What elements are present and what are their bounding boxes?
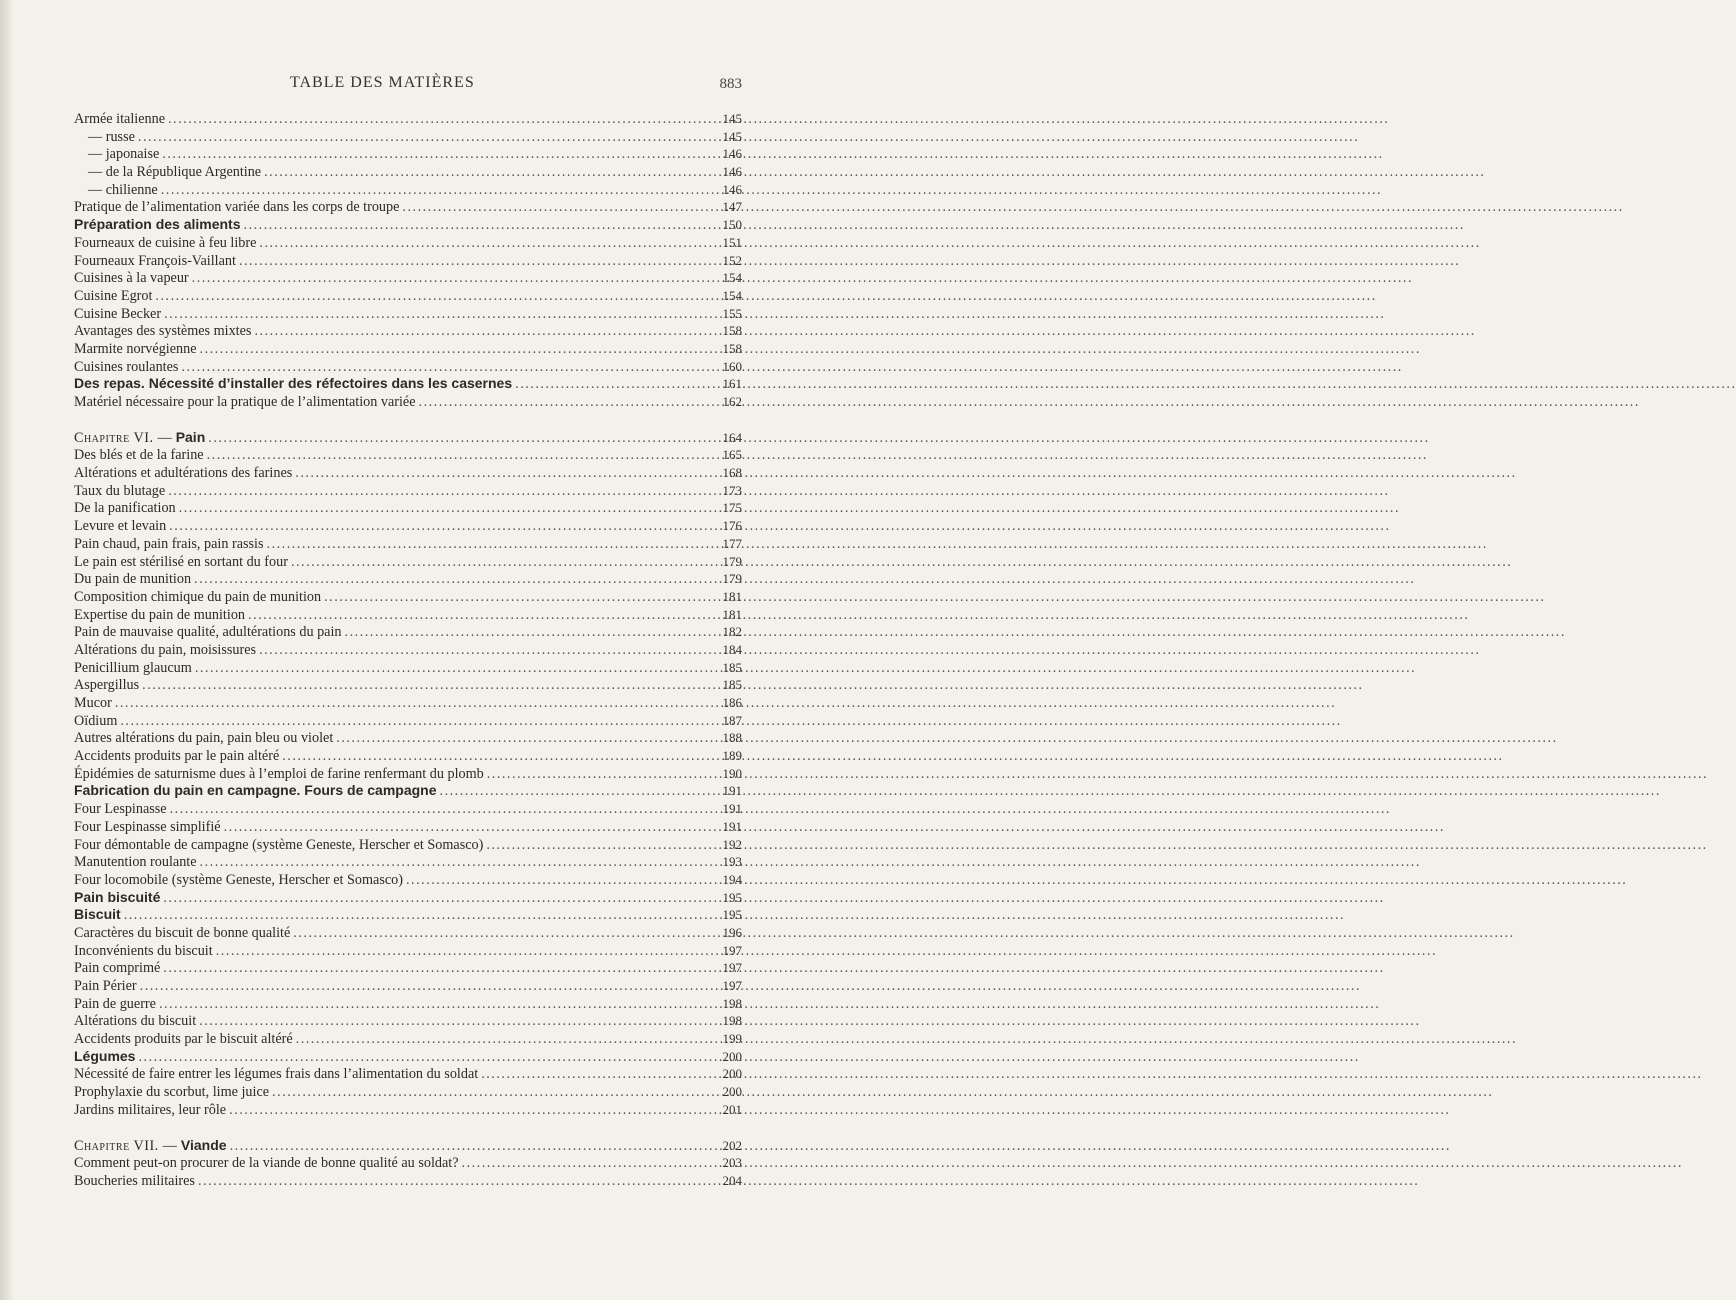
toc-entry-page: 176 (722, 518, 742, 534)
toc-entry (74, 322, 742, 340)
running-title: TABLE DES MATIÈRES (290, 74, 475, 91)
dot-leader (155, 288, 711, 306)
dot-leader (481, 1066, 711, 1084)
toc-entry-title (74, 1137, 227, 1156)
chapter-dash: — (162, 1137, 177, 1154)
toc-entry-page: 203 (722, 1155, 742, 1171)
toc-entry (74, 924, 742, 942)
toc-entry (74, 517, 742, 535)
toc-entry (74, 659, 742, 677)
toc-entry-page: 150 (722, 217, 742, 233)
dot-leader (200, 854, 711, 872)
toc-entry-title: Expertise du pain de munition (74, 606, 246, 623)
chapter-dash: — (157, 429, 172, 446)
toc-entry (74, 1065, 742, 1083)
toc-entry (74, 836, 742, 854)
toc-entry-title: Préparation des aliments (74, 216, 241, 233)
dot-leader (486, 837, 711, 855)
toc-entry-page: 154 (722, 270, 742, 286)
dot-leader (282, 748, 711, 766)
dot-leader (224, 819, 711, 837)
toc-entry-page: 160 (722, 358, 742, 374)
dot-leader (168, 483, 711, 501)
dot-leader (324, 589, 711, 607)
toc-entry-title: Cuisine Becker (74, 305, 162, 322)
toc-entry (74, 676, 742, 694)
toc-entry-title: Prophylaxie du scorbut, lime juice (74, 1084, 270, 1101)
toc-entry-title: Penicillium glaucum (74, 659, 192, 676)
page-spine-shadow (0, 0, 14, 1300)
toc-entry-title: Marmite norvégienne (74, 340, 197, 357)
toc-entry (74, 959, 742, 977)
toc-entry-title: Biscuit (74, 906, 121, 923)
toc-entry-page: 191 (722, 818, 742, 834)
toc-entry (74, 499, 742, 517)
toc-entry-page: 146 (722, 164, 742, 180)
toc-entry-page: 146 (722, 181, 742, 197)
toc-entry-title: Autres altérations du pain, pain bleu ou violet (74, 730, 334, 747)
toc-entry-page: 146 (722, 146, 742, 162)
toc-entry (74, 198, 742, 216)
toc-entry (74, 375, 742, 393)
toc-entry-page: 195 (722, 907, 742, 923)
dot-leader (159, 996, 711, 1014)
toc-entry-page: 162 (722, 394, 742, 409)
dot-leader (462, 1155, 711, 1173)
toc-entry-title: Accidents produits par le biscuit altéré (74, 1031, 293, 1048)
toc-entry-title: Cuisine Egrot (74, 287, 153, 304)
dot-leader (163, 960, 711, 978)
toc-entry-page: 186 (722, 695, 742, 710)
toc-entry-page: 188 (722, 730, 742, 746)
toc-entry-page: 198 (722, 1013, 742, 1029)
toc-entry-page: 185 (722, 659, 742, 675)
toc-entry-title: Composition chimique du pain de munition (74, 588, 322, 605)
toc-entry-page: 200 (722, 1066, 742, 1082)
toc-entry (74, 340, 742, 358)
toc-entry-title: Armée italienne (74, 111, 165, 127)
dot-leader (181, 359, 711, 377)
toc-entry-title: — de la République Argentine (88, 164, 262, 181)
toc-entry-title: Nécessité de faire entrer les légumes frais dans l’alimentation du soldat (74, 1066, 479, 1083)
dot-leader (272, 1084, 711, 1102)
toc-entry-title: Four Lespinasse (74, 801, 167, 818)
page-number: 883 (719, 76, 742, 92)
dot-leader (192, 270, 711, 288)
dot-leader (295, 465, 711, 483)
toc-entry-title: Altérations et adultérations des farines (74, 465, 293, 482)
toc-entry-page: 145 (722, 128, 742, 144)
dot-leader (345, 624, 711, 642)
toc-entry-page: 197 (722, 960, 742, 976)
toc-entry-page: 191 (722, 783, 742, 799)
toc-entry-page: 182 (722, 624, 742, 640)
toc-entry-page: 197 (722, 942, 742, 958)
toc-entry-page: 165 (722, 447, 742, 463)
dot-leader (267, 536, 711, 554)
dot-leader (230, 1138, 711, 1156)
toc-entry-page: 184 (722, 641, 742, 657)
toc-entry-title: Mucor (74, 695, 112, 711)
toc-entry-page: 155 (722, 305, 742, 321)
toc-entry-page: 175 (722, 500, 742, 516)
toc-entry (74, 358, 742, 376)
toc-entry (74, 694, 742, 712)
toc-entry (74, 906, 742, 924)
toc-entry-title: Avantages des systèmes mixtes (74, 323, 252, 340)
toc-entry-title: Pain de mauvaise qualité, adultérations du pain (74, 624, 342, 641)
toc-entry-title: Aspergillus (74, 677, 140, 694)
toc-entry-page: 193 (722, 854, 742, 870)
toc-entry-page: 158 (722, 340, 742, 356)
toc-entry (74, 1154, 742, 1172)
dot-leader (195, 660, 711, 678)
dot-leader (264, 164, 711, 182)
dot-leader (198, 1173, 711, 1191)
page-header (0, 74, 800, 98)
toc-entry-page: 145 (722, 111, 742, 126)
dot-leader (208, 430, 711, 448)
toc-entry (74, 287, 742, 305)
toc-entry-page: 199 (722, 1031, 742, 1047)
toc-entry-page: 200 (722, 1084, 742, 1100)
toc-entry-page: 185 (722, 677, 742, 693)
toc-entry (74, 1172, 742, 1190)
toc-entry (74, 588, 742, 606)
dot-leader (515, 376, 711, 394)
toc-entry (74, 606, 742, 624)
toc-entry-title: Pain comprimé (74, 960, 161, 977)
dot-leader (216, 943, 711, 961)
toc-entry-title: Four démontable de campagne (système Geneste, Herscher et Somasco) (74, 836, 484, 853)
toc-entry-page: 195 (722, 889, 742, 905)
toc-entry (74, 623, 742, 641)
toc-entry-page: 196 (722, 924, 742, 940)
toc-entry (74, 641, 742, 659)
toc-entry-page: 154 (722, 287, 742, 303)
toc-entry (74, 800, 742, 818)
toc-entry-page: 158 (722, 323, 742, 339)
dot-leader (138, 1049, 711, 1067)
toc-entry-page: 189 (722, 748, 742, 764)
toc-entry-title: Épidémies de saturnisme dues à l’emploi de farine renfermant du plomb (74, 765, 484, 782)
toc-entry-title: Matériel nécessaire pour la pratique de l’alimentation variée (74, 394, 416, 410)
toc-entry-title: — japonaise (88, 146, 160, 163)
toc-entry (74, 818, 742, 836)
toc-entry-page: 194 (722, 871, 742, 887)
toc-entry-page: 198 (722, 995, 742, 1011)
dot-leader (419, 394, 711, 412)
toc-entry (74, 553, 742, 571)
dot-leader (163, 890, 711, 908)
toc-entry-page: 161 (722, 376, 742, 392)
toc-entry-title: Pain de guerre (74, 995, 156, 1012)
dot-leader (200, 341, 711, 359)
toc-entry (74, 712, 742, 730)
toc-entry (74, 128, 742, 146)
dot-leader (259, 235, 711, 253)
dot-leader (296, 1031, 711, 1049)
dot-leader (244, 217, 711, 235)
dot-leader (487, 766, 711, 784)
dot-leader (140, 978, 711, 996)
dot-leader (120, 713, 711, 731)
toc-entry-page: 147 (722, 199, 742, 215)
toc-entry (74, 889, 742, 907)
dot-leader (142, 677, 711, 695)
toc-entry-page: 192 (722, 836, 742, 852)
dot-leader (440, 783, 711, 801)
toc-entry-title: Comment peut-on procurer de la viande de bonne qualité au soldat? (74, 1155, 459, 1172)
toc-entry (74, 393, 742, 411)
dot-leader (229, 1102, 711, 1120)
dot-leader (138, 129, 711, 147)
toc-entry-page: 151 (722, 234, 742, 250)
chapter-label: Chapitre VI. (74, 429, 154, 446)
chapter-topic: Viande (180, 1136, 227, 1153)
toc-entry (74, 1030, 742, 1048)
toc-entry-title: Altérations du pain, moisissures (74, 641, 257, 658)
toc-entry-title: Taux du blutage (74, 482, 166, 499)
toc-entry-title: Four Lespinasse simplifié (74, 818, 221, 835)
toc-entry-title: Fourneaux François-Vaillant (74, 252, 236, 269)
toc-entry-page: 177 (722, 535, 742, 551)
toc-entry (74, 765, 742, 783)
dot-leader (161, 182, 711, 200)
toc-entry-title: Altérations du biscuit (74, 1013, 197, 1030)
toc-entry (74, 446, 742, 464)
toc-entry-page: 152 (722, 252, 742, 268)
toc-entry-title: Boucheries militaires (74, 1172, 195, 1189)
toc-entry-title: Pain Périer (74, 978, 137, 994)
toc-entry-page: 168 (722, 465, 742, 481)
toc-entry-title: Des blés et de la farine (74, 447, 204, 464)
toc-entry (74, 747, 742, 765)
toc-entry-title: Cuisines roulantes (74, 358, 179, 375)
dot-leader (239, 253, 711, 271)
toc-entry-title: — russe (88, 128, 135, 145)
dot-leader (336, 730, 711, 748)
dot-leader (162, 146, 711, 164)
toc-entry (74, 252, 742, 270)
toc-entry (74, 482, 742, 500)
toc-entry (74, 977, 742, 995)
toc-entry (74, 181, 742, 199)
dot-leader (293, 925, 711, 943)
toc-entry-title: De la panification (74, 500, 176, 517)
toc-entry-page: 164 (722, 429, 742, 445)
toc-entry-title: Pain chaud, pain frais, pain rassis (74, 535, 264, 552)
toc-entry (74, 234, 742, 252)
toc-entry (74, 163, 742, 181)
dot-leader (248, 607, 711, 625)
toc-entry-title: Jardins militaires, leur rôle (74, 1101, 227, 1118)
chapter-heading (74, 429, 742, 447)
dot-leader (259, 642, 711, 660)
toc-entry-page: 181 (722, 606, 742, 622)
toc-entry-page: 201 (722, 1101, 742, 1117)
toc-entry-page: 179 (722, 571, 742, 587)
toc-entry (74, 570, 742, 588)
toc-entry-page: 204 (722, 1172, 742, 1188)
dot-leader (291, 554, 711, 572)
toc-entry-title: Légumes (74, 1047, 136, 1064)
dot-leader (115, 695, 711, 713)
toc-entry-title: Pratique de l’alimentation variée dans les corps de troupe (74, 199, 400, 216)
dot-leader (179, 500, 711, 518)
dot-leader (194, 571, 711, 589)
toc-entry-page: 173 (722, 482, 742, 498)
toc-entry (74, 942, 742, 960)
toc-entry-page: 187 (722, 712, 742, 728)
dot-leader (169, 518, 711, 536)
toc-entry (74, 535, 742, 553)
chapter-topic: Pain (175, 428, 206, 445)
toc-entry-page: 181 (722, 588, 742, 604)
toc-entry (74, 729, 742, 747)
dot-leader (406, 872, 711, 890)
toc-entry (74, 305, 742, 323)
dot-leader (124, 907, 711, 925)
dot-leader (402, 199, 711, 217)
toc-entry (74, 1048, 742, 1066)
toc-entry (74, 216, 742, 234)
toc-entry (74, 1012, 742, 1030)
toc-entry-title: Inconvénients du biscuit (74, 942, 213, 959)
toc-entry-title: Accidents produits par le pain altéré (74, 748, 280, 765)
toc-entry (74, 110, 742, 128)
dot-leader (168, 111, 711, 129)
chapter-heading (74, 1137, 742, 1155)
toc-entry-page: 202 (722, 1137, 742, 1153)
toc-entry (74, 464, 742, 482)
toc-entry-page: 200 (722, 1048, 742, 1064)
toc-entry-title: Four locomobile (système Geneste, Herscher et Somasco) (74, 871, 403, 888)
toc-entry-page: 197 (722, 978, 742, 993)
dot-leader (164, 306, 711, 324)
toc-entry (74, 995, 742, 1013)
toc-entry-title: Cuisines à la vapeur (74, 270, 189, 287)
toc-entry (74, 782, 742, 800)
toc-entry-title: Caractères du biscuit de bonne qualité (74, 924, 291, 941)
dot-leader (199, 1013, 711, 1031)
toc-entry-title: — chilienne (88, 181, 158, 198)
toc-entry-page: 179 (722, 553, 742, 569)
toc-entry-title: Levure et levain (74, 518, 167, 535)
toc-entry-page: 190 (722, 765, 742, 781)
toc-entry-title: Fabrication du pain en campagne. Fours de campagne (74, 782, 437, 799)
toc-entry-page: 191 (722, 801, 742, 817)
toc-entry-title (74, 429, 205, 448)
toc-entry (74, 145, 742, 163)
toc-entry (74, 871, 742, 889)
toc-entry-title: Du pain de munition (74, 571, 192, 588)
dot-leader (170, 801, 711, 819)
table-of-contents (74, 110, 742, 1190)
toc-entry-title: Oïdium (74, 712, 118, 729)
toc-entry-title: Fourneaux de cuisine à feu libre (74, 234, 257, 251)
toc-entry (74, 269, 742, 287)
toc-entry-title: Manutention roulante (74, 854, 197, 871)
toc-entry-title: Des repas. Nécessité d’installer des réfectoires dans les casernes (74, 375, 513, 392)
chapter-label: Chapitre VII. (74, 1137, 159, 1154)
dot-leader (207, 447, 711, 465)
toc-entry (74, 1083, 742, 1101)
dot-leader (254, 323, 711, 341)
toc-entry (74, 1101, 742, 1119)
toc-entry-title: Le pain est stérilisé en sortant du four (74, 553, 288, 570)
toc-entry-title: Pain biscuité (74, 888, 161, 905)
toc-entry (74, 853, 742, 871)
